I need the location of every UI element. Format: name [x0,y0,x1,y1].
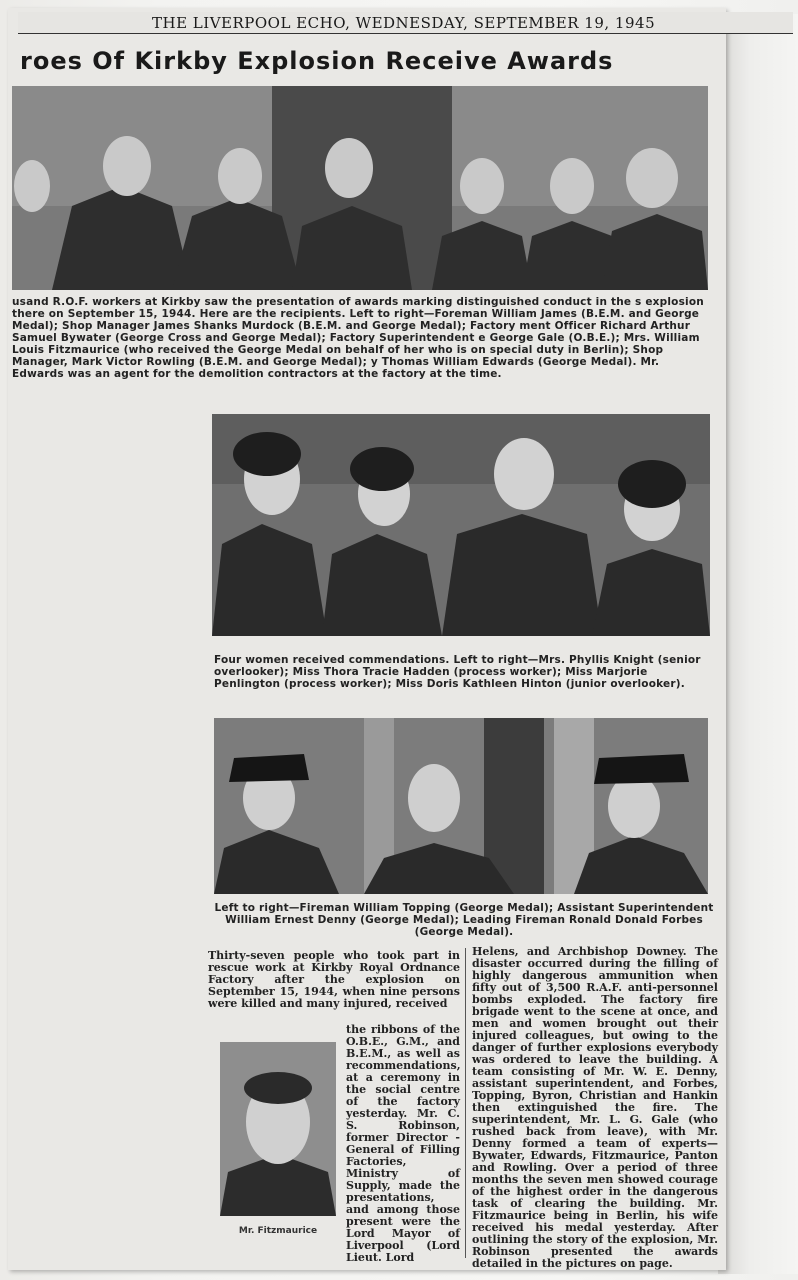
article-col2: Helens, and Archbishop Downey. The disaster occurred during the filling of highly dangerous ammunition when fifty out of 3,500 R.A.F. anti-personnel bombs exploded. The factory fire brigade went to the scene at once, and men and women brought out their injured colleagues, but owing to the danger of further explosions everybody was ordered to leave the building. A team consisting of Mr. W. E. Denny, assistant superintendent, and Forbes, Topping, Byron, Christian and Hankin then extinguished the fire. The superintendent, Mr. L. G. Gale (who rushed back from leave), with Mr. Denny formed a team of experts—Bywater, Edwards, Fitzmaurice, Panton and Rowling. Over a period of three months the seven men showed courage of the highest order in the dangerous task of clearing the building. Mr. Fitzmaurice being in Berlin, his wife received his medal yesterday. After outlining the story of the explosion, Mr. Robinson presented the awards detailed in the pictures on page. [472,945,718,1270]
article-col1-top: Thirty-seven people who took part in rescue work at Kirkby Royal Ordnance Factory after the explosion on September 15, 1944, when nine persons were killed and many injured, received [208,949,460,1010]
masthead [18,12,793,34]
women-photo [212,414,710,636]
recipients-photo [12,86,708,290]
portrait-caption: Mr. Fitzmaurice [238,1226,318,1236]
portrait-photo [220,1042,336,1216]
recipients-caption: usand R.O.F. workers at Kirkby saw the presentation of awards marking distinguished conduct in the s explosion there on September 15, 1944. Here are the recipients. Left to right—Foreman William James (B.E.M. and George Medal); Shop Manager James Shanks Murdock (B.E.M. and George Medal); Factory ment Officer Richard Arthur Samuel Bywater (George Cross and George Medal); Factory Superintendent e George Gale (O.B.E.); Mrs. William Louis Fitzmaurice (who received the George Medal on behalf of her who is on special duty in Berlin); Shop Manager, Mark Victor Rowling (B.E.M. and George Medal); y Thomas William Edwards (George Medal). Mr. Edwards was an agent for the demolition contractors at the factory at the time. [12,296,704,380]
column-rule [465,948,466,1258]
article-col1-side: the ribbons of the O.B.E., G.M., and B.E.M., as well as recommendations, at a ceremony in the social centre of the factory yesterday. Mr. C. S. Robinson, former Director - General of Filling Factories, Ministry of Supply, made the presentations, and among those present were the Lord Mayor of Liverpool (Lord Lieut. Lord [346,1023,461,1264]
firemen-caption: Left to right—Fireman William Topping (George Medal); Assistant Superintendent William Ernest Denny (George Medal); Leading Fireman Ronald Donald Forbes (George Medal). [214,902,714,938]
masthead-text: THE LIVERPOOL ECHO, WEDNESDAY, SEPTEMBER 19, 1945 [152,13,656,32]
paper-edge [718,14,798,1274]
firemen-photo [214,718,708,894]
headline: roes Of Kirkby Explosion Receive Awards [20,47,614,75]
women-caption: Four women received commendations. Left to right—Mrs. Phyllis Knight (senior overlooker); Miss Thora Tracie Hadden (process worker); Miss Marjorie Penlington (process worker); Miss Doris Kathleen Hinton (junior overlooker). [214,654,701,690]
